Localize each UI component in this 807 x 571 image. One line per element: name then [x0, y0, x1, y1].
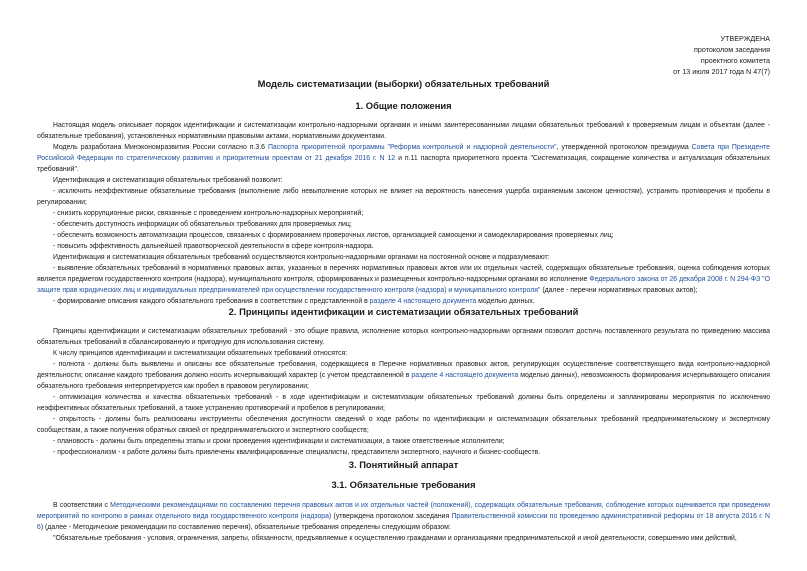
list-item: - профессионализм - к работе должны быть привлечены квалифицированные специалисты, представители экспертного, научного и бизнес-сообществ. [53, 449, 541, 456]
program-passport-link[interactable]: Паспорта приоритетной программы "Реформа контрольной и надзорной деятельности" [267, 144, 557, 151]
federal-law-link[interactable]: Федерального закона от 26 декабря 2008 г. N 294-ФЗ "О защите прав юридических лиц и индивидуальных предпринимателей при осуществлении государственного контроля (надзора) и муниципального контроля" [37, 276, 770, 295]
paragraph: Идентификация и систематизация обязательных требований позволит: [53, 177, 283, 184]
list-item: - обеспечить доступность информации об обязательных требованиях для проверяемых лиц; [53, 221, 352, 228]
list-item: - полнота - должны быть выявлены и описаны все обязательные требования, содержащиеся в Перечне нормативных правовых актов, регулирующих осуществление соответствующего вида контрольно-надзорной деятельности; описание каждого требования должно носить исчерпывающий характер (с учетом представленной в разделе 4 настоящего документа моделью данных), невозможность формирования исчерпывающего описания обязательного требования интерпретируется как пробел в правовом регулировании; [37, 361, 771, 391]
paragraph: Принципы идентификации и систематизации обязательных требований - это общие правила, исполнение которых контрольно-надзорными органами позволит достичь поставленного результата по приведению массива обязательных требований в сбалансированную и пригодную для использования систему. [37, 328, 770, 347]
list-item: - обеспечить возможность автоматизации процессов, связанных с формированием проверочных листов, организацией самооценки и самодекларирования проверяемых лиц; [53, 232, 614, 239]
approval-date: от 13 июля 2017 года N 47(7) [673, 67, 770, 76]
section-heading-3: 3. Понятийный аппарат [348, 459, 459, 470]
section-4-link[interactable]: разделе 4 настоящего документа [411, 372, 519, 380]
list-item: - повысить эффективность дальнейшей правотворческой деятельности в сфере контроля-надзора. [53, 243, 374, 250]
method-recommendations-link[interactable]: Методическими рекомендациями по составлению перечня правовых актов и их отдельных частей (положений), содержащих обязательные требования, соблюдение которых оценивается при проведении мероприятий по контролю в рамках отдельного вида государственного контроля (надзора) [37, 502, 770, 521]
approval-title: УТВЕРЖДЕНА [720, 34, 770, 43]
list-item: - снизить коррупционные риски, связанные с проведением контрольно-надзорных мероприятий; [53, 210, 364, 217]
section-4-link[interactable]: разделе 4 настоящего документа [369, 298, 477, 305]
list-item: - оптимизация количества и качества обязательных требований - в ходе идентификации и систематизации обязательных требований должны быть определены и запланированы мероприятия по исключению неэффективных обязательных требований, а также устранению противоречий и пробелов в регулировании; [37, 394, 770, 413]
list-item: - исключить неэффективные обязательные требования (выполнение либо невыполнение которых не влияет на вероятность нанесения ущерба охраняемым законом ценностям), устранить противоречия и пробелы в регулировании; [37, 188, 770, 207]
paragraph: Идентификация и систематизация обязательных требований осуществляются контрольно-надзорными органами на постоянной основе и подразумевают: [53, 254, 550, 261]
document-title: Модель систематизации (выборки) обязательных требований [257, 78, 550, 89]
section-heading-1: 1. Общие положения [355, 100, 452, 111]
paragraph: К числу принципов идентификации и систематизации обязательных требований относятся: [53, 350, 348, 357]
section-heading-2: 2. Принципы идентификации и систематизации обязательных требований [228, 306, 579, 317]
paragraph: Модель разработана Минэкономразвития России согласно п.3.6 Паспорта приоритетной программы "Реформа контрольной и надзорной деятельности", утвержденной протоколом президиума Совета при Президенте Российской Федерации по стратегическому развитию и приоритетным проектам от 21 декабря 2016 г. N 12 и п.11 паспорта приоритетного проекта "Систематизация, сокращение количества и актуализация обязательных требований". [37, 144, 771, 174]
paragraph: Настоящая модель описывает порядок идентификации и систематизации контрольно-надзорными органами и иными заинтересованными лицами обязательных требований к проверяемым лицам и объектам (далее - обязательные требования), установленных нормативными правовыми актами, нормативными документами. [37, 122, 770, 141]
approval-stamp [673, 33, 770, 77]
list-item: - открытость - должны быть реализованы инструменты обеспечения доступности сведений о ходе работы по идентификации и систематизации обязательных требований предпринимательскому и экспертному сообществам, а также получения обратных связей от предпринимательского и экспертного сообществ; [37, 416, 770, 435]
paragraph: В соответствии с Методическими рекомендациями по составлению перечня правовых актов и их отдельных частей (положений), содержащих обязательные требования, соблюдение которых оценивается при проведении мероприятий по контролю в рамках отдельного вида государственного контроля (надзора) (утверждена протоколом заседания Правительственной комиссии по проведению административной реформы от 18 августа 2016 г. N 6) (далее - Методические рекомендации по составлению перечня), обязательные требования определены следующим образом: [37, 502, 771, 532]
approval-line: проектного комитета [700, 56, 770, 65]
subsection-heading: 3.1. Обязательные требования [331, 479, 476, 490]
council-protocol-link[interactable]: Совета при Президенте Российской Федерации по стратегическому развитию и приоритетным проектам от 21 декабря 2016 г. N 12 [37, 144, 770, 163]
government-commission-link[interactable]: Правительственной комиссии по проведению административной реформы от 18 августа 2016 г. N 6 [37, 513, 771, 532]
list-item: - формирование описания каждого обязательного требования в соответствии с представленной в разделе 4 настоящего документа моделью данных. [53, 298, 535, 305]
paragraph: "Обязательные требования - условия, ограничения, запреты, обязанности, предъявляемые к осуществлению гражданами и организациями предпринимательской и иной деятельности, совершению ими действий, [53, 535, 737, 542]
approval-line: протоколом заседания [693, 45, 770, 54]
list-item: - плановость - должны быть определены этапы и сроки проведения идентификации и систематизации, а также ответственные исполнители; [53, 438, 505, 445]
list-item: - выявление обязательных требований в нормативных правовых актах, указанных в перечнях нормативных правовых актов или их отдельных частей, содержащих обязательные требования, оценка соблюдения которых является предметом государственного контроля (надзора), муниципального контроля, сформированных и размещенных контрольно-надзорными органами во исполнение Федерального закона от 26 декабря 2008 г. N 294-ФЗ "О защите прав юридических лиц и индивидуальных предпринимателей при осуществлении государственного контроля (надзора) и муниципального контроля" (далее - перечни нормативных правовых актов); [37, 265, 770, 295]
